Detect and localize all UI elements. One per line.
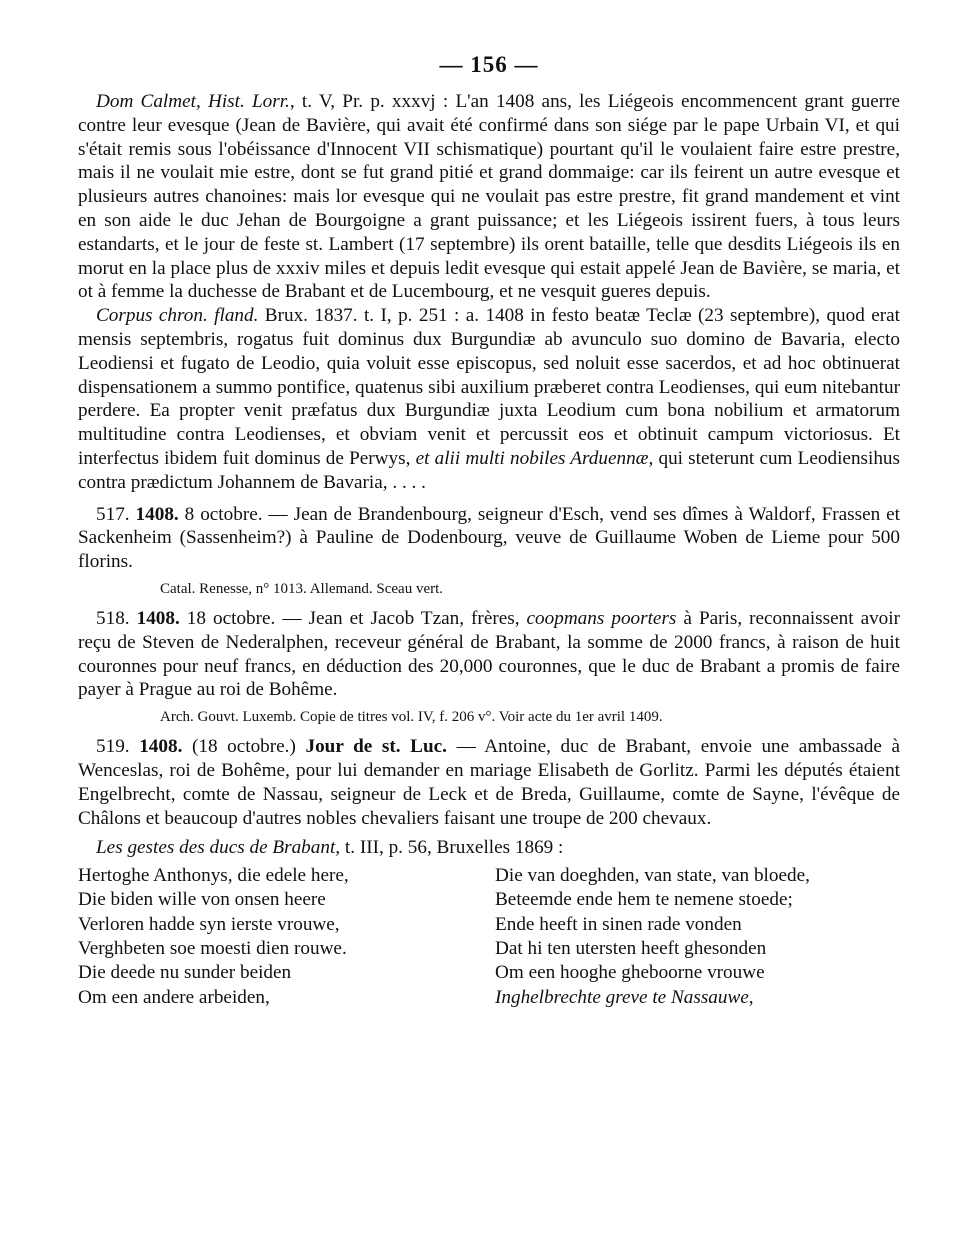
- poem-line: Inghelbrechte greve te Nassauwe,: [495, 986, 754, 1008]
- poem-left-column: [78, 864, 483, 1010]
- entry-feast: Jour de st. Luc.: [305, 736, 447, 758]
- entry-text-cont: à Paris, reconnaissent avoir reçu de Steven de Nederalphen, receveur général de Brabant, la somme de 2000 francs, à raison de huit couronnes pour neuf francs, en déduction des 20,000 couronnes, que le duc de Brabant a promis de faire payer à Prague au roi de Bohême.: [78, 607, 900, 701]
- calmet-source: Dom Calmet, Hist. Lorr.: [96, 91, 290, 112]
- entry-518-source: Arch. Gouvt. Luxemb. Copie de titres vol. IV, f. 206 v°. Voir acte du 1er avril 1409.: [160, 709, 663, 726]
- gestes-citation: [78, 836, 900, 860]
- entry-519: [78, 735, 900, 830]
- poem-line: Om een hooghe gheboorne vrouwe: [495, 962, 765, 984]
- corpus-italic-phrase: et alii multi nobiles Arduennæ,: [415, 447, 654, 469]
- corpus-text: Brux. 1837. t. I, p. 251 : a. 1408 in festo beatæ Teclæ (23 septembre), quod erat mensis septembris, rogatus fuit dominus dux Burgundiæ ab avunculo suo domino de Bavaria, electo Leodiensi et fugato de Leodio, quia voluit esse episcopus, sed noluit esse sacerdos, et ad hoc obtinuerat dispensationem a summo pontifice, quatenus sibi auxilium præberet contra Leodienses, qui eum nitebantur perdere. Ea propter venit præfatus dux Burgundiæ juxta Leodium cum bona nobilium et armatorum multitudine contra Leodienses, et obviam venit et percussit eos et obtinuit campum victoriosus. Et interfectus ibidem fuit dominus de Perwys,: [78, 305, 900, 469]
- gestes-ref: t. III, p. 56, Bruxelles 1869 :: [340, 837, 564, 859]
- poem-line: Die van doeghden, van state, van bloede,: [495, 865, 810, 887]
- entry-text: 18 octobre. — Jean et Jacob Tzan, frères,: [179, 607, 527, 629]
- document-page: [78, 52, 900, 1010]
- calmet-text: L'an 1408 ans, les Liégeois encommencent grant guerre contre leur evesque (Jean de Bavière, qui avait été confirmé dans son siége par le pape Urbain VI, et qui s'était remis sous l'obéissance d'Innocent VII schismatique) pourtant qu'il le voulaient faire estre prestre, mais il ne voulait mie estre, dont se fut grand pitié et grand dommaige: car ils feirent un autre evesque et plusieurs autres chanoines: mais lor evesque qui ne voulait pas estre prestre, fit grand mandement et vint en son aide le duc Jehan de Bourgoigne a grant puissance; et les Liégeois issirent fuers, à tous leurs estandarts, et le jour de feste st. Lambert (17 septembre) ils orent bataille, telle que desdits Liégeois ils en morut en la place plus de xxxiv miles et depuis ledit evesque qui estait appelé Jean de Bavière, se maria, et ot à femme la duchesse de Brabant et de Lucembourg, et ne vesquit gueres depuis.: [78, 91, 901, 303]
- poem-line: Beteemde ende hem te nemene stoede;: [495, 889, 793, 911]
- entry-number: 518.: [96, 607, 137, 629]
- gestes-title: Les gestes des ducs de Brabant,: [96, 837, 341, 859]
- entry-year: 1408.: [135, 503, 179, 525]
- poem-line: Ende heeft in sinen rade vonden: [495, 913, 742, 935]
- poem-line: Hertoghe Anthonys, die edele here,: [78, 865, 349, 887]
- entry-text: — Antoine, duc de Brabant, envoie une ambassade à Wenceslas, roi de Bohême, pour lui demander en mariage Elisabeth de Gorlitz. Parmi les députés étaient Engelbrecht, comte de Nassau, seigneur de Leck et de Breda, Guillaume, comte de Sayne, l'évêque de Châlons et beaucoup d'autres nobles chevaliers faisant une troupe de 200 chevaux.: [78, 736, 900, 829]
- entry-517: [78, 503, 900, 574]
- poem-line: Verloren hadde syn ierste vrouwe,: [78, 913, 340, 935]
- poem-line: Die biden wille von onsen heere: [78, 889, 326, 911]
- entry-517-source: Catal. Renesse, n° 1013. Allemand. Sceau vert.: [160, 580, 444, 597]
- poem-line: Die deede nu sunder beiden: [78, 962, 292, 984]
- entry-italic-phrase: coopmans poorters: [526, 607, 677, 629]
- calmet-source-ref: , t. V, Pr. p. xxxvj :: [289, 91, 456, 112]
- corpus-text-end: qui steterunt cum Leodiensihus contra prædictum Johannem de Bavaria, . . . .: [78, 447, 900, 493]
- poem-right-column: [483, 864, 900, 1010]
- poem-line: Verghbeten soe moesti dien rouwe.: [78, 938, 347, 959]
- corpus-source: Corpus chron. fland.: [96, 305, 259, 327]
- entry-year: 1408.: [139, 736, 183, 758]
- page-number: — 156 —: [439, 52, 539, 77]
- corpus-paragraph: [78, 304, 900, 494]
- entry-year: 1408.: [136, 607, 180, 629]
- entry-518: [78, 607, 900, 702]
- poem-line: Dat hi ten utersten heeft ghesonden: [495, 938, 767, 959]
- entry-number: 517.: [96, 503, 136, 525]
- poem-line: Om een andere arbeiden,: [78, 986, 270, 1008]
- calmet-paragraph: [78, 90, 900, 304]
- entry-text: 8 octobre. — Jean de Brandenbourg, seigneur d'Esch, vend ses dîmes à Waldorf, Frassen et Sackenheim (Sassenheim?) à Pauline de Dodenbourg, veuve de Guillaume Woben de Lieme pour 500 florins.: [78, 503, 900, 573]
- poem: [78, 864, 900, 1010]
- entry-number: 519.: [96, 736, 140, 758]
- entry-date: (18 octobre.): [182, 736, 306, 758]
